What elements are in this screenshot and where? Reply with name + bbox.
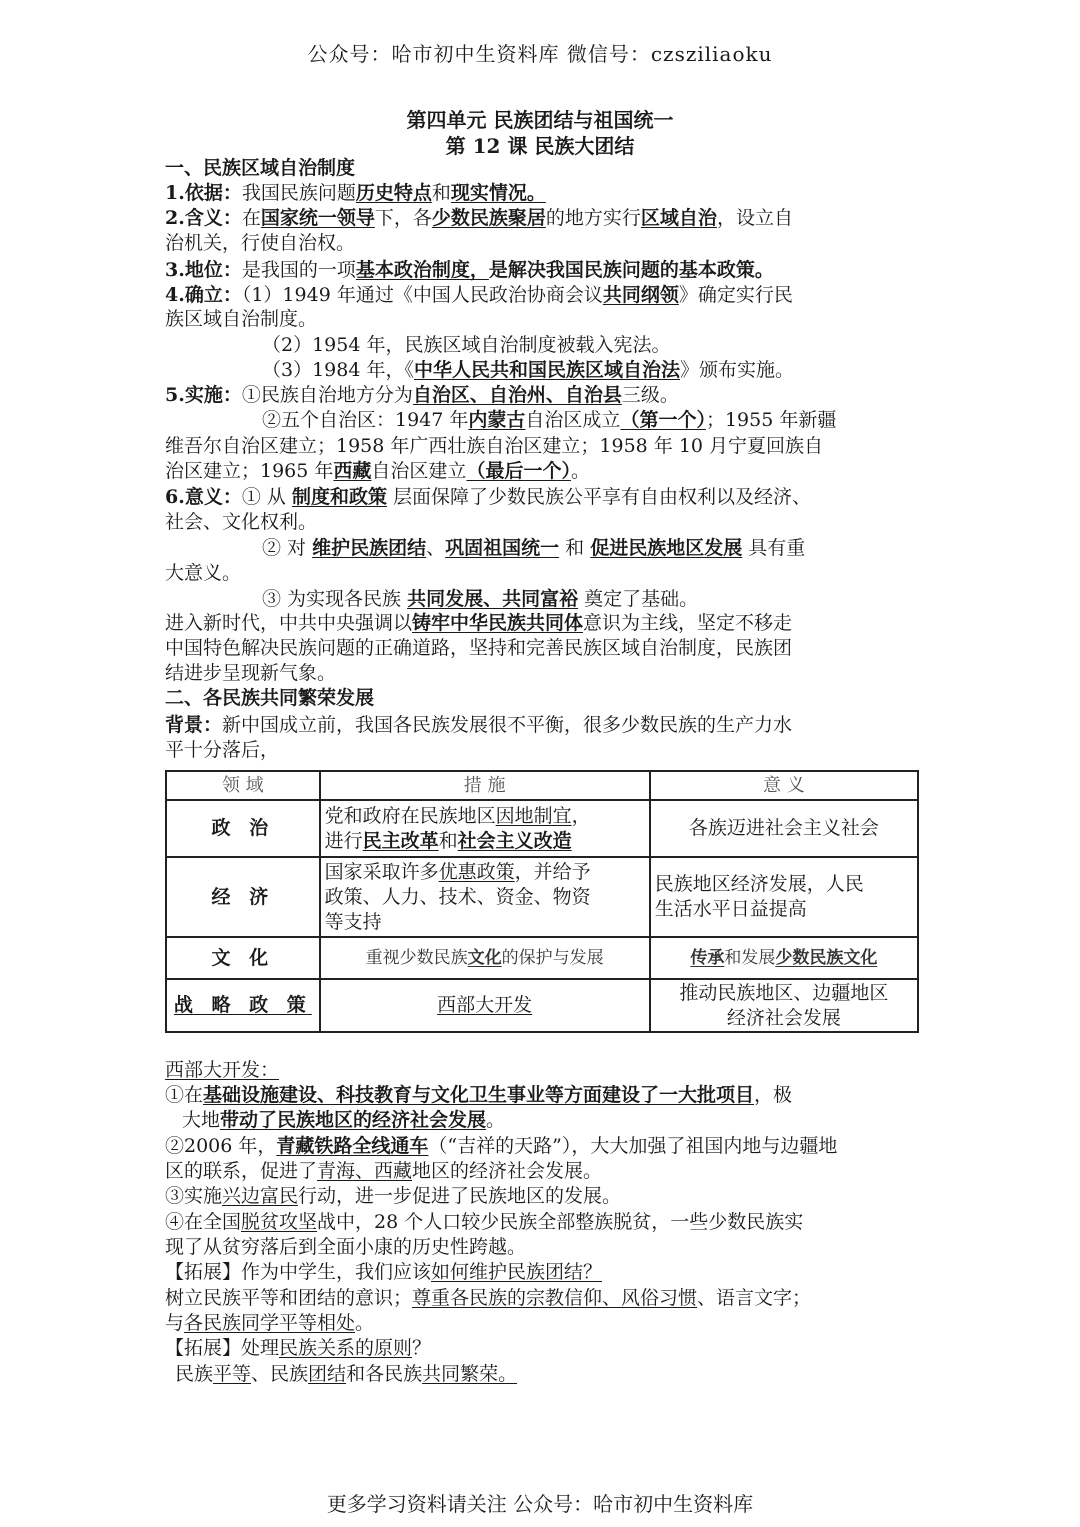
table-header-row	[166, 771, 918, 800]
text-line: 1.依据：我国民族问题历史特点和现实情况。	[165, 182, 546, 204]
row-label: 经 济	[166, 857, 320, 937]
row-label: 政 治	[166, 800, 320, 857]
unit-title: 第四单元 民族团结与祖国统一	[406, 108, 674, 132]
subsection-heading: 西部大开发：	[165, 1059, 280, 1081]
text-line: 背景：新中国成立前，我国各民族发展很不平衡，很多少数民族的生产力水	[165, 714, 793, 736]
column-header: 意 义	[650, 771, 918, 800]
significance-cell: 各族迈进社会主义社会	[650, 800, 918, 857]
development-table	[165, 770, 919, 1033]
measure-cell: 西部大开发	[320, 979, 650, 1032]
measure-cell: 党和政府在民族地区因地制宜， 进行民主改革和社会主义改造	[320, 800, 650, 857]
text-line: ①在基础设施建设、科技教育与文化卫生事业等方面建设了一大批项目，极	[165, 1084, 793, 1106]
text-line: ④在全国脱贫攻坚战中，28 个人口较少民族全部整族脱贫，一些少数民族实	[165, 1211, 804, 1233]
text-line: 治机关，行使自治权。	[165, 232, 356, 254]
text-line: （2）1954 年，民族区域自治制度被载入宪法。	[262, 334, 671, 356]
text-line: 进入新时代，中共中央强调以铸牢中华民族共同体意识为主线，坚定不移走	[165, 612, 793, 634]
table-row	[166, 937, 918, 979]
text-line: 大意义。	[165, 562, 242, 584]
row-label: 战 略 政 策	[166, 979, 320, 1032]
text-line: 社会、文化权利。	[165, 511, 318, 533]
lesson-title: 第 12 课 民族大团结	[445, 134, 635, 158]
text-line: 与各民族同学平等相处。	[165, 1312, 375, 1334]
text-line: 【拓展】作为中学生，我们应该如何维护民族团结？	[165, 1261, 603, 1283]
text-line: 结进步呈现新气象。	[165, 662, 337, 684]
text-line: ③ 为实现各民族 共同发展、共同富裕 奠定了基础。	[262, 588, 699, 610]
text-line: 【拓展】处理民族关系的原则？	[165, 1337, 432, 1359]
significance-cell: 推动民族地区、边疆地区 经济社会发展	[650, 979, 918, 1032]
text-line: 族区域自治制度。	[165, 308, 318, 330]
text-line: ②五个自治区：1947 年内蒙古自治区成立（第一个）；1955 年新疆	[262, 409, 837, 431]
table-row	[166, 800, 918, 857]
text-line: 4.确立：（1）1949 年通过《中国人民政治协商会议共同纲领》确定实行民	[165, 284, 793, 306]
text-line: 中国特色解决民族问题的正确道路，坚持和完善民族区域自治制度，民族团	[165, 637, 793, 659]
text-line: 区的联系，促进了青海、西藏地区的经济社会发展。	[165, 1160, 603, 1182]
text-line: 5.实施：①民族自治地方分为自治区、自治州、自治县三级。	[165, 384, 679, 406]
significance-cell: 民族地区经济发展，人民 生活水平日益提高	[650, 857, 918, 937]
text-line: 大地带动了民族地区的经济社会发展。	[182, 1109, 506, 1131]
text-line: 平十分落后，	[165, 739, 280, 761]
column-header: 措 施	[320, 771, 650, 800]
measure-cell: 重视少数民族文化的保护与发展	[320, 937, 650, 979]
measure-cell: 国家采取许多优惠政策，并给予 政策、人力、技术、资金、物资 等支持	[320, 857, 650, 937]
page-header: 公众号：哈市初中生资料库 微信号：czsziliaoku	[307, 42, 773, 66]
text-line: 治区建立；1965 年西藏自治区建立（最后一个）。	[165, 460, 590, 482]
table-row	[166, 979, 918, 1032]
page-footer: 更多学习资料请关注 公众号：哈市初中生资料库	[326, 1492, 754, 1516]
text-line: （3）1984 年，《中华人民共和国民族区域自治法》颁布实施。	[262, 359, 795, 381]
text-line: 维吾尔自治区建立；1958 年广西壮族自治区建立；1958 年 10 月宁夏回族自	[165, 435, 824, 457]
text-line: 现了从贫穷落后到全面小康的历史性跨越。	[165, 1236, 527, 1258]
section-heading-2: 二、各民族共同繁荣发展	[165, 687, 375, 709]
text-line: ② 对 维护民族团结、巩固祖国统一 和 促进民族地区发展 具有重	[262, 537, 806, 559]
text-line: 3.地位：是我国的一项基本政治制度，是解决我国民族问题的基本政策。	[165, 259, 774, 281]
text-line: ②2006 年，青藏铁路全线通车（“吉祥的天路”），大大加强了祖国内地与边疆地	[165, 1135, 838, 1157]
row-label: 文 化	[166, 937, 320, 979]
text-line: ③实施兴边富民行动，进一步促进了民族地区的发展。	[165, 1185, 622, 1207]
column-header: 领 域	[166, 771, 320, 800]
text-line: 6.意义：① 从 制度和政策 层面保障了少数民族公平享有自由权利以及经济、	[165, 486, 811, 508]
text-line: 2.含义：在国家统一领导下，各少数民族聚居的地方实行区域自治，设立自	[165, 207, 793, 229]
text-line: 民族平等、民族团结和各民族共同繁荣。	[175, 1363, 518, 1385]
significance-cell: 传承和发展少数民族文化	[650, 937, 918, 979]
section-heading-1: 一、民族区域自治制度	[165, 157, 356, 179]
text-line: 树立民族平等和团结的意识；尊重各民族的宗教信仰、风俗习惯、语言文字；	[165, 1287, 812, 1309]
table-row	[166, 857, 918, 937]
